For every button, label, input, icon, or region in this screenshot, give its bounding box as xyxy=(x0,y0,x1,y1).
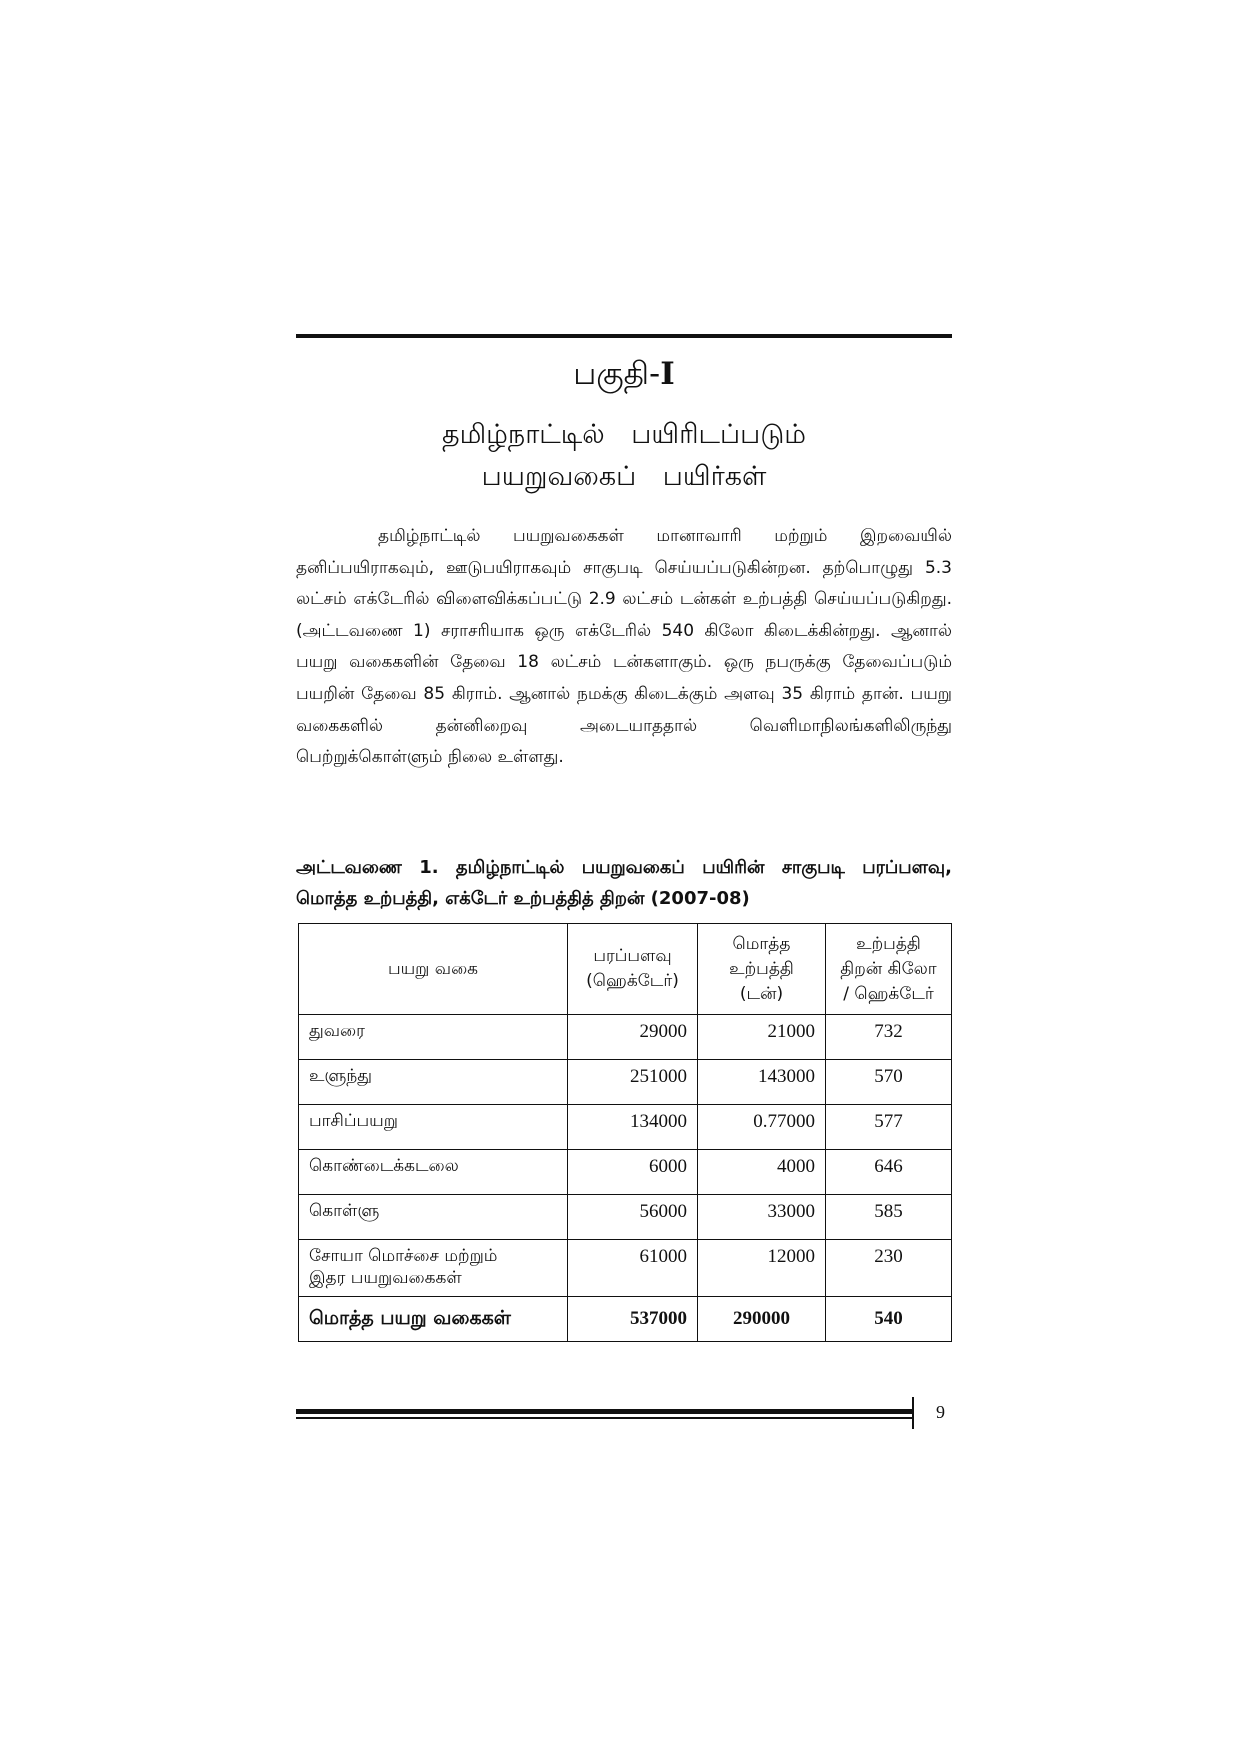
header-production xyxy=(698,924,826,1015)
row-yield: 570 xyxy=(826,1060,952,1105)
header-area xyxy=(568,924,698,1015)
table-caption: அட்டவணை 1. தமிழ்நாட்டில் பயறுவகைப் பயிரின் சாகுபடி பரப்பளவு, மொத்த உற்பத்தி, எக்டேர் உற்பத்தித் திறன் (2007-08) xyxy=(296,857,952,909)
header-crop: பயறு வகை xyxy=(299,924,568,1015)
row-production: 143000 xyxy=(698,1060,826,1105)
row-production: 0.77000 xyxy=(698,1105,826,1150)
row-area: 56000 xyxy=(568,1195,698,1240)
row-crop-line2: இதர பயறுவகைகள் xyxy=(309,1268,462,1288)
row-production: 12000 xyxy=(698,1240,826,1297)
row-crop: கொள்ளு xyxy=(299,1195,568,1240)
part-title-label: பகுதி- xyxy=(573,356,661,392)
table-row xyxy=(299,1060,952,1105)
row-production: 33000 xyxy=(698,1195,826,1240)
row-production: 21000 xyxy=(698,1015,826,1060)
row-area: 29000 xyxy=(568,1015,698,1060)
header-area-line1: பரப்பளவு xyxy=(593,946,672,966)
row-yield: 732 xyxy=(826,1015,952,1060)
top-rule xyxy=(296,334,952,338)
total-yield: 540 xyxy=(826,1297,952,1342)
table-row xyxy=(299,1015,952,1060)
footer-rule-divider xyxy=(912,1397,914,1429)
row-crop: உளுந்து xyxy=(299,1060,568,1105)
row-area: 61000 xyxy=(568,1240,698,1297)
header-yield xyxy=(826,924,952,1015)
page-number: 9 xyxy=(936,1402,945,1422)
chapter-title-line1: தமிழ்நாட்டில் பயிரிடப்படும் xyxy=(441,419,807,450)
footer-rule-thin xyxy=(296,1417,912,1419)
chapter-title xyxy=(296,414,952,498)
row-yield: 230 xyxy=(826,1240,952,1297)
row-area: 251000 xyxy=(568,1060,698,1105)
header-production-line2: உற்பத்தி xyxy=(729,958,794,979)
row-area: 134000 xyxy=(568,1105,698,1150)
body-paragraph: தமிழ்நாட்டில் பயறுவகைகள் மானாவாரி மற்றும் இறவையில் தனிப்பயிராகவும், ஊடுபயிராகவும் சாகுபடி செய்யப்படுகின்றன. தற்பொழுது 5.3 லட்சம் எக்டேரில் விளைவிக்கப்பட்டு 2.9 லட்சம் டன்கள் உற்பத்தி செய்யப்படுகிறது. (அட்டவணை 1) சராசரியாக ஒரு எக்டேரில் 540 கிலோ கிடைக்கின்றது. ஆனால் பயறு வகைகளின் தேவை 18 லட்சம் டன்களாகும். ஒரு நபருக்கு தேவைப்படும் பயறின் தேவை 85 கிராம். ஆனால் நமக்கு கிடைக்கும் அளவு 35 கிராம் தான். பயறு வகைகளில் தன்னிறைவு அடையாததால் வெளிமாநிலங்களிலிருந்து பெற்றுக்கொள்ளும் நிலை உள்ளது. xyxy=(296,526,952,768)
pulse-production-table xyxy=(298,923,952,1342)
table-header-row xyxy=(299,924,952,1015)
row-area: 6000 xyxy=(568,1150,698,1195)
header-yield-line3: / ஹெக்டேர் xyxy=(843,983,934,1004)
row-crop: பாசிப்பயறு xyxy=(299,1105,568,1150)
total-area: 537000 xyxy=(568,1297,698,1342)
table-row xyxy=(299,1150,952,1195)
part-title xyxy=(296,352,952,396)
part-title-numeral: I xyxy=(660,356,675,392)
header-production-line3: (டன்) xyxy=(739,983,784,1004)
row-crop: கொண்டைக்கடலை xyxy=(299,1150,568,1195)
table-row xyxy=(299,1195,952,1240)
row-production: 4000 xyxy=(698,1150,826,1195)
chapter-title-line2: பயறுவகைப் பயிர்கள் xyxy=(481,461,767,492)
row-yield: 646 xyxy=(826,1150,952,1195)
total-crop: மொத்த பயறு வகைகள் xyxy=(299,1297,568,1342)
footer-rule xyxy=(296,1409,912,1414)
row-yield: 585 xyxy=(826,1195,952,1240)
header-production-line1: மொத்த xyxy=(732,933,791,954)
row-crop-line1: சோயா மொச்சை மற்றும் xyxy=(309,1246,498,1266)
table-total-row xyxy=(299,1297,952,1342)
header-yield-line2: திறன் கிலோ xyxy=(840,958,937,979)
header-yield-line1: உற்பத்தி xyxy=(856,933,921,954)
row-yield: 577 xyxy=(826,1105,952,1150)
header-area-line2: (ஹெக்டேர்) xyxy=(586,971,679,991)
row-crop: துவரை xyxy=(299,1015,568,1060)
row-crop xyxy=(299,1240,568,1297)
table-row xyxy=(299,1240,952,1297)
total-production: 290000 xyxy=(698,1297,826,1342)
table-row xyxy=(299,1105,952,1150)
